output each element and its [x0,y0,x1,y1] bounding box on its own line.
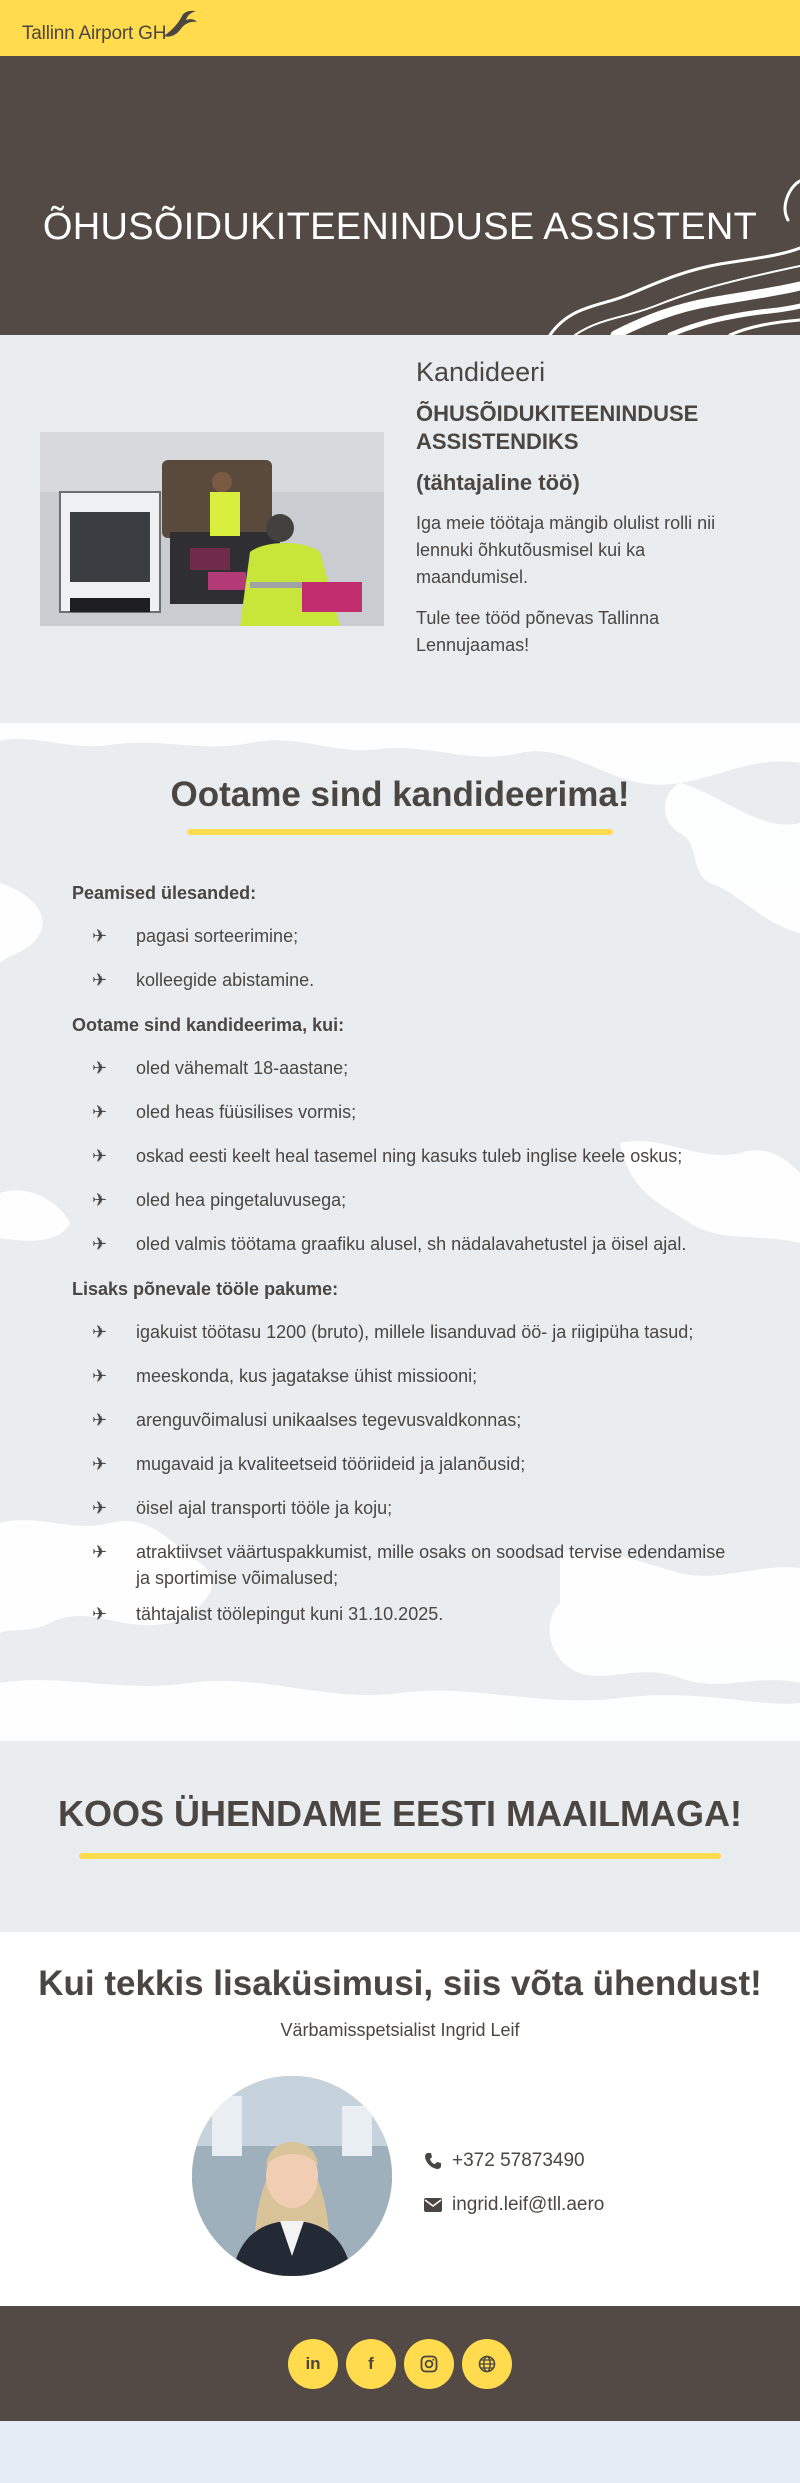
list-item: ✈ oled valmis töötama graafiku alusel, sh nädalavahetustel ja öisel ajal. [72,1231,732,1275]
airplane-icon: ✈ [92,1454,108,1474]
airplane-icon: ✈ [92,1542,108,1562]
airplane-icon: ✈ [92,1410,108,1430]
globe-icon[interactable] [462,2339,512,2389]
airplane-icon: ✈ [92,1058,108,1078]
hero-banner [0,56,800,335]
recruiter-avatar [192,2076,392,2276]
list-item: ✈ oled vähemalt 18-aastane; [72,1055,732,1099]
baggage-handlers-photo [40,432,384,626]
requirements-section [0,723,800,1741]
hero-contour-decoration [530,56,800,335]
list-item: ✈ öisel ajal transporti tööle ja koju; [72,1495,732,1539]
list-item: ✈ pagasi sorteerimine; [72,923,732,967]
list-item: ✈ igakuist töötasu 1200 (bruto), millele lisanduvad öö- ja riigipüha tasud; [72,1319,732,1363]
slogan-title: KOOS ÜHENDAME EESTI MAAILMAGA! [58,1793,742,1834]
slogan-underline [79,1853,721,1859]
list-item: ✈ kolleegide abistamine. [72,967,732,1011]
contact-title: Kui tekkis lisaküsimusi, siis võta ühendust! [38,1964,762,2003]
email-link[interactable] [424,2194,604,2216]
instagram-icon[interactable] [404,2339,454,2389]
airplane-icon: ✈ [92,1234,108,1254]
page-bottom-band [0,2421,800,2483]
intro-text-block [416,357,756,673]
list-item: ✈ meeskonda, kus jagatakse ühist missiooni; [72,1363,732,1407]
recruiter-role: Värbamisspetsialist Ingrid Leif [280,2020,520,2040]
logo-text: Tallinn Airport GH [22,23,167,44]
airplane-icon: ✈ [92,1102,108,1122]
contact-section [0,1932,800,2306]
swallow-logo-icon [162,8,198,42]
title-underline [187,829,613,835]
requirements-title: Ootame sind kandideerima! [170,775,630,814]
airplane-icon: ✈ [92,1366,108,1386]
job-type-label: (tähtajaline töö) [416,470,580,495]
list-item: ✈ atraktiivset väärtuspakkumist, mille osaks on soodsad tervise edendamise ja sportimise võimalused; [72,1539,732,1601]
list-item: ✈ oled hea pingetaluvusega; [72,1187,732,1231]
list-item: ✈ arenguvõimalusi unikaalses tegevusvaldkonnas; [72,1407,732,1451]
apply-kicker: Kandideeri [416,357,546,387]
list-item: ✈ mugavaid ja kvaliteetseid tööriideid ja jalanõusid; [72,1451,732,1495]
phone-link[interactable] [424,2150,585,2172]
airplane-icon: ✈ [92,1190,108,1210]
intro-paragraph-1: Iga meie töötaja mängib olulist rolli nii lennuki õhkutõusmisel kui ka maandumisel. [416,513,716,587]
linkedin-icon[interactable]: in [288,2339,338,2389]
list-item: ✈ tähtajalist töölepingut kuni 31.10.2025. [72,1601,732,1645]
offer-heading: Lisaks põnevale tööle pakume: [72,1279,339,1299]
list-item: ✈ oled heas füüsilises vormis; [72,1099,732,1143]
page-title: ÕHUSÕIDUKITEENINDUSE ASSISTENT [42,206,758,248]
airplane-icon: ✈ [92,970,108,990]
envelope-icon [424,2198,452,2212]
phone-number[interactable]: +372 57873490 [452,2150,585,2171]
facebook-icon[interactable]: f [346,2339,396,2389]
intro-section [0,335,800,723]
footer [0,2306,800,2421]
requirements-list [72,879,732,1645]
airplane-icon: ✈ [92,1604,108,1624]
airplane-icon: ✈ [92,1146,108,1166]
tallinn-airport-logo[interactable] [22,8,198,48]
email-address[interactable]: ingrid.leif@tll.aero [452,2194,605,2215]
phone-icon [424,2152,452,2170]
candidate-heading: Ootame sind kandideerima, kui: [72,1015,345,1035]
slogan-section [0,1741,800,1932]
duties-heading: Peamised ülesanded: [72,883,257,903]
top-bar [0,0,800,56]
intro-paragraph-2: Tule tee tööd põnevas Tallinna Lennujaamas! [416,608,660,655]
airplane-icon: ✈ [92,1498,108,1518]
job-heading: ÕHUSÕIDUKITEENINDUSE ASSISTENDIKS [416,401,699,454]
airplane-icon: ✈ [92,1322,108,1342]
list-item: ✈ oskad eesti keelt heal tasemel ning kasuks tuleb inglise keele oskus; [72,1143,732,1187]
airplane-icon: ✈ [92,926,108,946]
